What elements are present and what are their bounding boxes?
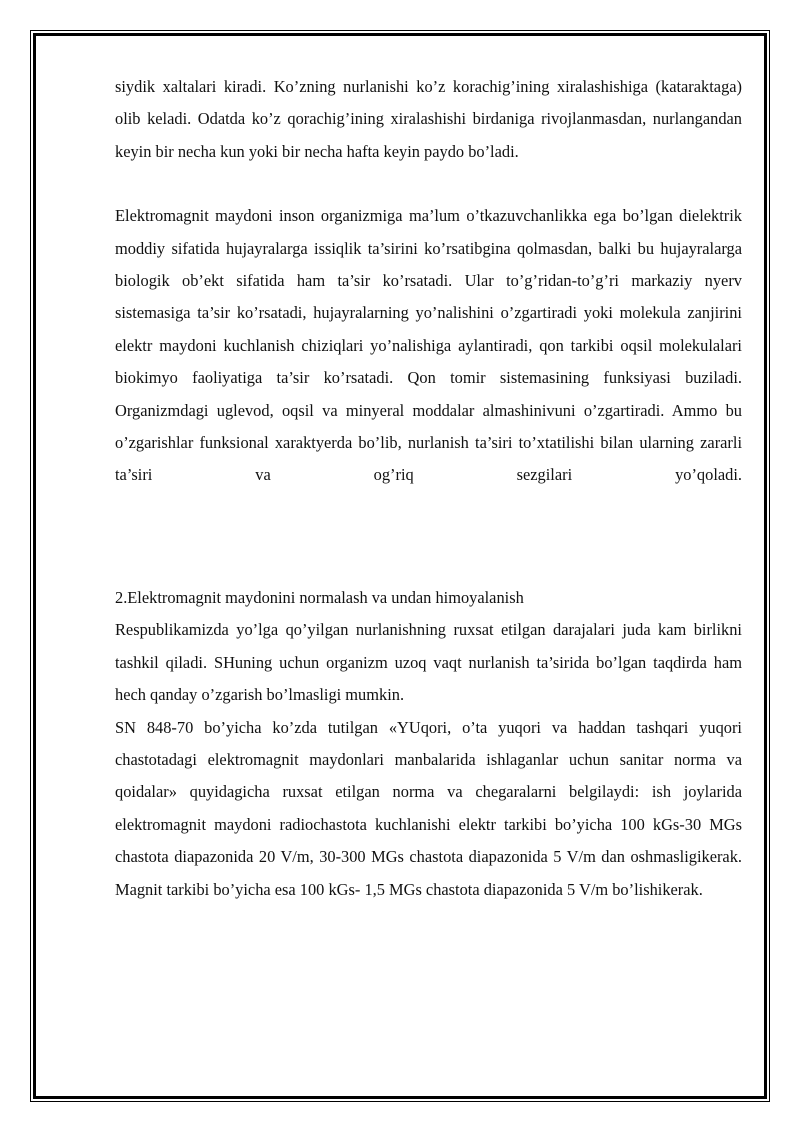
paragraph-permissible-levels: Respublikamizda yo’lga qo’yilgan nurlanishning ruxsat etilgan darajalari juda kam birlikni tashkil qiladi. SHuning uchun organizm uzoq vaqt nurlanish ta’sirida bo’lgan taqdirda ham hech qanday o’zgarish bo’lmasligi mumkin. [115, 620, 742, 705]
section-spacer [115, 492, 742, 582]
paragraph-spacer [115, 168, 742, 200]
paragraph-electromagnetic-effects: Elektromagnit maydoni inson organizmiga ma’lum o’tkazuvchanlikka ega bo’lgan dielektrik moddiy sifatida hujayralarga issiqlik ta’sirini ko’rsatibgina qolmasdan, balki bu hujayralarga biologik ob’ekt sifatida ham ta’sir ko’rsatadi. Ular to’g’ridan-to’g’ri markaziy nyerv sistemasiga ta’sir ko’rsatadi, hujayralarning yo’nalishini o’zgartiradi yoki molekula zanjirini elektr maydoni kuchlanish chiziqlari yo’nalishiga aylantiradi, qon tarkibi oqsil molekulalari biokimyo faoliyatiga ta’sir ko’rsatadi. Qon tomir sistemasining funksiyasi buziladi. Organizmdagi uglevod, oqsil va minyeral moddalar almashinivuni o’zgartiradi. Ammo bu o’zgarishlar funksional xaraktyerda bo’lib, nurlanish ta’siri to’xtatilishi bilan ularning zararli ta’siri va og’riq sezgilari yo’qoladi. [115, 206, 742, 485]
document-body [115, 71, 742, 906]
paragraph-sanitary-norms: SN 848-70 bo’yicha ko’zda tutilgan «YUqori, o’ta yuqori va haddan tashqari yuqori chastotadagi elektromagnit maydonlari manbalarida ishlaganlar uchun sanitar norma va qoidalar» quyidagicha ruxsat etilgan norma va chegaralarni belgilaydi: ish joylarida elektromagnit maydoni radiochastota kuchlanishi elektr tarkibi bo’yicha 100 kGs-30 MGs chastota diapazonida 20 V/m, 30-300 MGs chastota diapazonida 5 V/m dan oshmasligikerak. Magnit tarkibi bo’yicha esa 100 kGs- 1,5 MGs chastota diapazonida 5 V/m bo’lishikerak. [115, 717, 742, 899]
paragraph-continuation: siydik xaltalari kiradi. Ko’zning nurlanishi ko’z korachig’ining xiralashishiga (kataraktaga) olib keladi. Odatda ko’z qorachig’ining xiralashishi birdaniga rivojlanmasdan, nurlangandan keyin bir necha kun yoki bir necha hafta keyin paydo bo’ladi. [115, 77, 742, 161]
section-heading: 2.Elektromagnit maydonini normalash va undan himoyalanish [115, 587, 524, 607]
